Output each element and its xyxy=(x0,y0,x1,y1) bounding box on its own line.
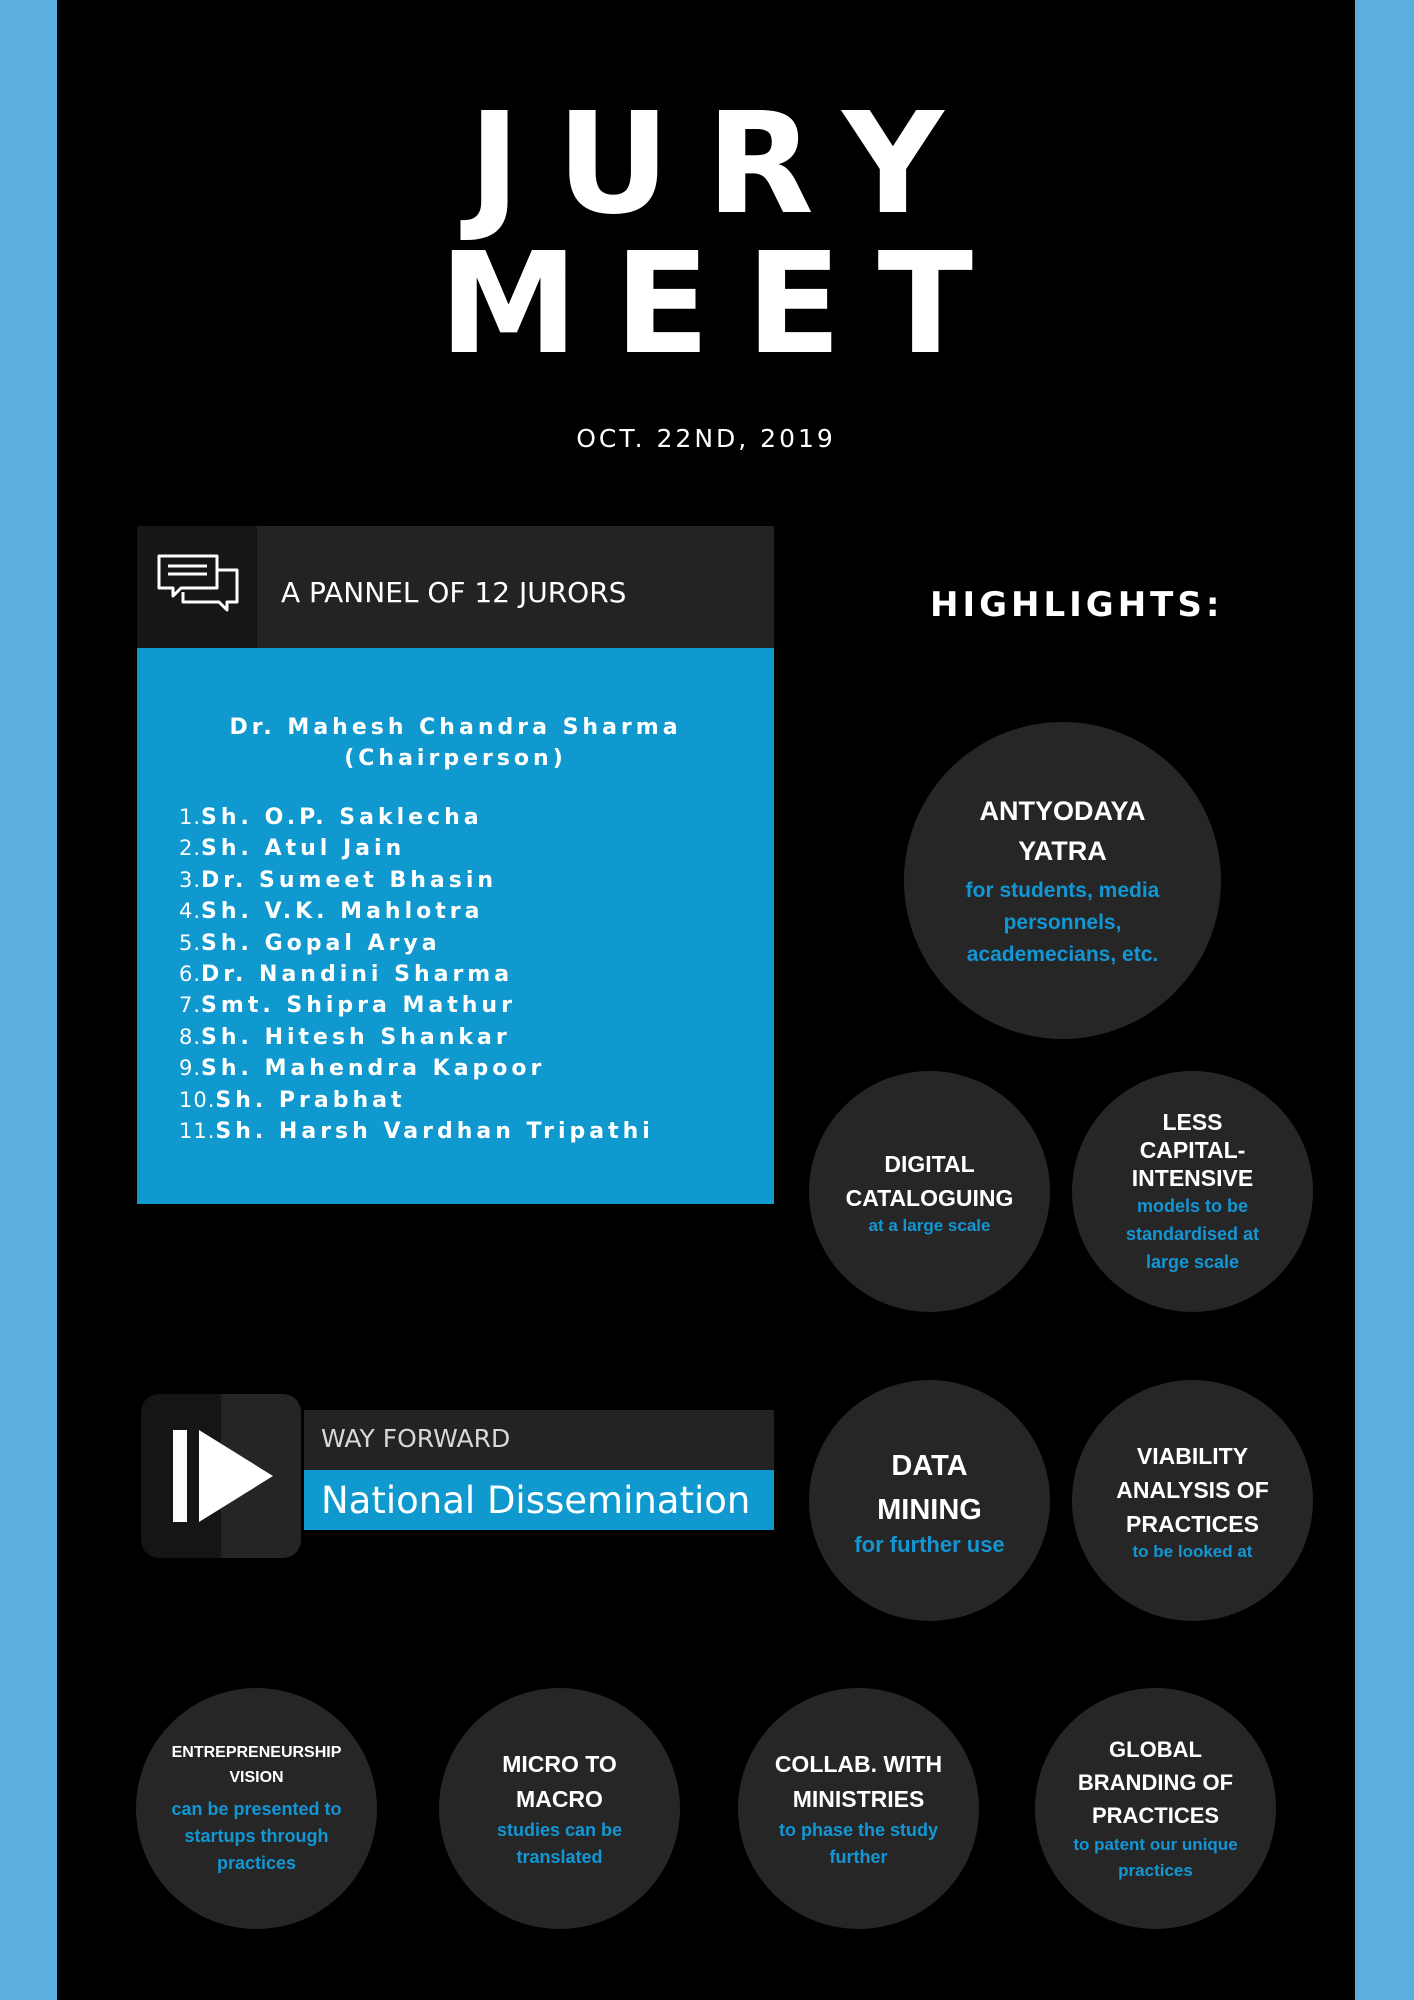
highlight-subtitle: for students, media personnels, academecians, etc. xyxy=(965,878,1160,966)
highlight-title: DIGITAL CATALOGUING xyxy=(845,1150,1014,1211)
way-forward-label: WAY FORWARD xyxy=(321,1424,511,1453)
juror-item xyxy=(179,833,654,864)
poster xyxy=(57,0,1355,2000)
highlight-circle xyxy=(809,1380,1050,1621)
highlight-subtitle: for further use xyxy=(854,1531,1005,1557)
juror-number: 8. xyxy=(179,1024,202,1049)
way-forward-label-box xyxy=(304,1410,774,1470)
chair-name: Dr. Mahesh Chandra Sharma xyxy=(229,715,682,740)
highlight-circle xyxy=(738,1688,979,1929)
jurors-list xyxy=(179,802,654,1147)
juror-name: Dr. Sumeet Bhasin xyxy=(201,867,498,893)
jurors-panel xyxy=(137,648,774,1204)
juror-number: 2. xyxy=(179,836,202,861)
juror-item xyxy=(179,865,654,896)
juror-number: 4. xyxy=(179,899,202,924)
highlight-subtitle: studies can be translated xyxy=(496,1819,623,1867)
highlight-circle xyxy=(439,1688,680,1929)
highlight-circle xyxy=(136,1688,377,1929)
highlight-title: VIABILITY ANALYSIS OF PRACTICES xyxy=(1116,1442,1269,1537)
highlight-title: MICRO TO MACRO xyxy=(502,1750,617,1812)
juror-item xyxy=(179,990,654,1021)
juror-item xyxy=(179,1085,654,1116)
juror-number: 3. xyxy=(179,867,202,892)
juror-name: Smt. Shipra Mathur xyxy=(201,993,516,1019)
highlight-subtitle: can be presented to startups through practices xyxy=(171,1799,342,1873)
highlight-subtitle: at a large scale xyxy=(868,1215,991,1235)
title-line-1: JURY xyxy=(468,83,980,246)
highlight-title: ENTREPRENEURSHIP VISION xyxy=(171,1744,342,1786)
juror-item xyxy=(179,896,654,927)
juror-number: 9. xyxy=(179,1056,202,1081)
highlight-circle xyxy=(1072,1071,1313,1312)
juror-name: Sh. V.K. Mahlotra xyxy=(201,899,484,925)
highlight-title: LESS CAPITAL-INTENSIVE xyxy=(1131,1108,1254,1191)
highlight-circle xyxy=(809,1071,1050,1312)
highlight-subtitle: to be looked at xyxy=(1132,1541,1253,1561)
juror-item xyxy=(179,928,654,959)
juror-item xyxy=(179,1053,654,1084)
juror-name: Sh. Prabhat xyxy=(215,1087,406,1113)
highlight-title: COLLAB. WITH MINISTRIES xyxy=(774,1750,943,1812)
highlight-circle xyxy=(1035,1688,1276,1929)
juror-number: 6. xyxy=(179,962,202,987)
juror-item xyxy=(179,1116,654,1147)
juror-name: Sh. Atul Jain xyxy=(201,836,406,862)
highlight-title: ANTYODAYA YATRA xyxy=(979,795,1146,866)
event-date: OCT. 22ND, 2019 xyxy=(576,424,836,453)
chat-bubbles-icon xyxy=(137,526,257,648)
highlight-title: DATA MINING xyxy=(877,1449,982,1526)
title-line-2: MEET xyxy=(438,223,1010,386)
highlight-subtitle: models to be standardised at large scale xyxy=(1125,1195,1260,1272)
highlight-circle xyxy=(1072,1380,1313,1621)
juror-name: Sh. Hitesh Shankar xyxy=(201,1024,511,1050)
juror-name: Sh. O.P. Saklecha xyxy=(201,805,483,830)
juror-name: Sh. Gopal Arya xyxy=(201,930,441,956)
juror-item xyxy=(179,802,654,833)
play-icon xyxy=(141,1394,301,1558)
juror-number: 5. xyxy=(179,930,202,955)
jurors-heading: A PANNEL OF 12 JURORS xyxy=(281,576,627,609)
highlight-circle xyxy=(904,722,1221,1039)
way-forward-value: National Dissemination xyxy=(321,1479,751,1522)
juror-number: 10. xyxy=(179,1087,216,1112)
juror-name: Dr. Nandini Sharma xyxy=(201,962,514,988)
juror-number: 7. xyxy=(179,993,202,1018)
way-forward-value-box xyxy=(304,1470,774,1530)
juror-name: Sh. Harsh Vardhan Tripathi xyxy=(215,1119,654,1145)
juror-name: Sh. Mahendra Kapoor xyxy=(201,1056,546,1082)
juror-number: 1. xyxy=(179,805,202,829)
highlights-heading: HIGHLIGHTS: xyxy=(930,585,1224,625)
chair-role: (Chairperson) xyxy=(344,746,567,771)
juror-number: 11. xyxy=(179,1119,216,1144)
highlight-title: GLOBAL BRANDING OF PRACTICES xyxy=(1077,1737,1234,1828)
highlight-subtitle: to patent our unique practices xyxy=(1073,1835,1238,1880)
page-title xyxy=(57,83,1355,386)
juror-item xyxy=(179,959,654,990)
chairperson xyxy=(137,712,774,774)
highlight-subtitle: to phase the study further xyxy=(778,1819,939,1867)
juror-item xyxy=(179,1022,654,1053)
